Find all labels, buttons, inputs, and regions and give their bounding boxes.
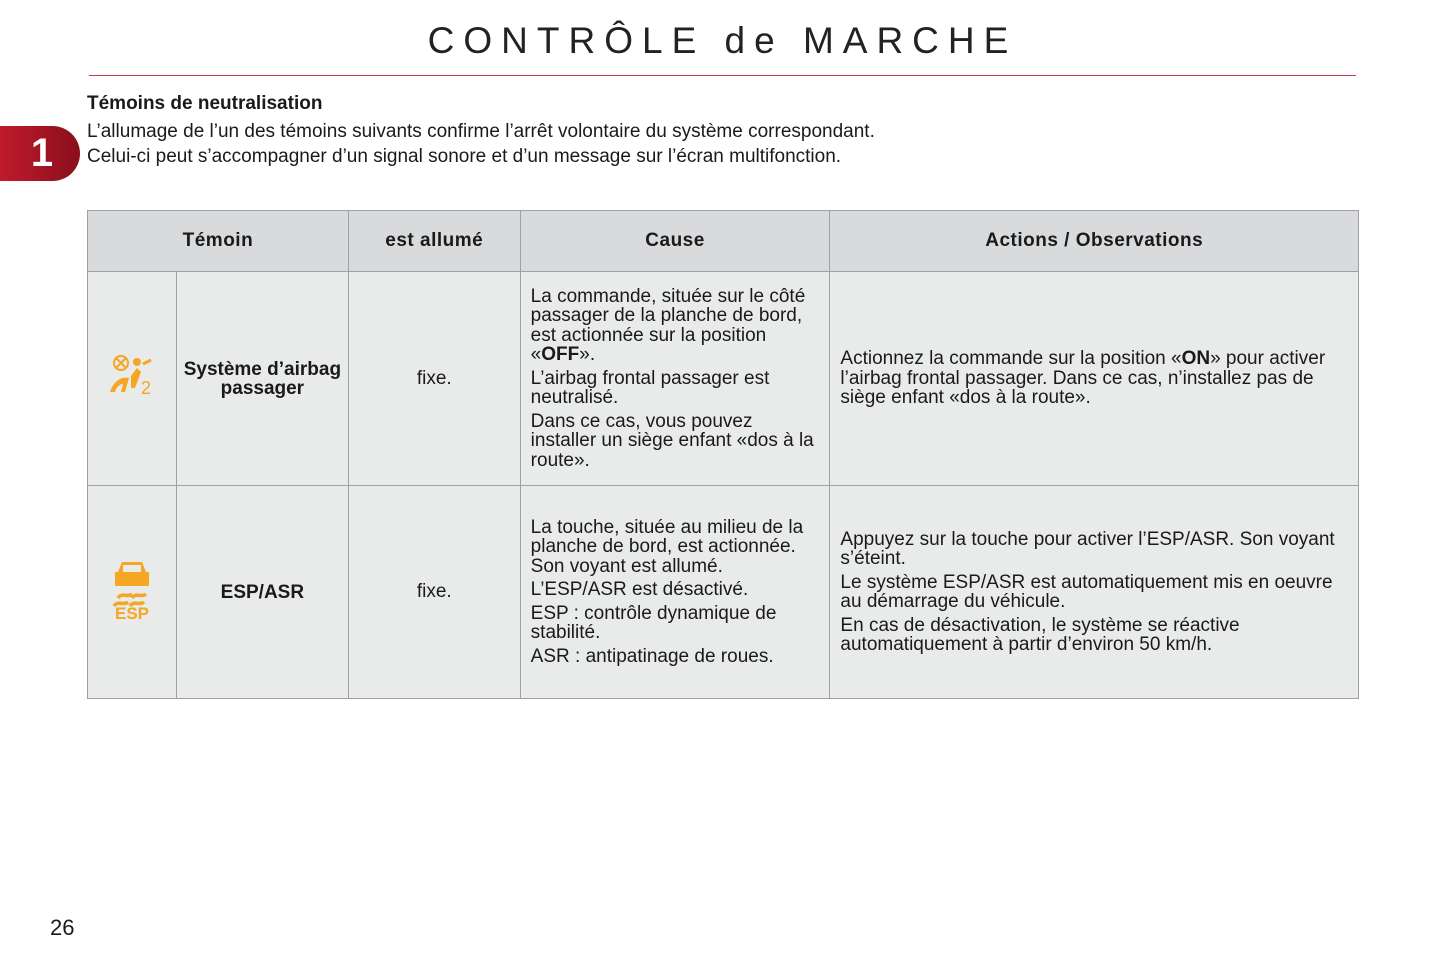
table-row — [88, 486, 1359, 699]
light-name: ESP/ASR — [176, 486, 348, 699]
light-name: Système d’airbag passager — [176, 272, 348, 486]
svg-text:ESP: ESP — [114, 604, 149, 620]
esp-icon — [88, 486, 177, 699]
intro-text — [87, 119, 875, 169]
header-actions: Actions / Observations — [830, 211, 1359, 272]
airbag-passenger-off-icon — [88, 272, 177, 486]
cause-cell: La commande, située sur le côté passager de la planche de bord, est actionnée sur la position «OFF». L’airbag frontal passager est neutralisé. Dans ce cas, vous pouvez installer un siège enfant «dos à la route». — [520, 272, 830, 486]
intro-line: L’allumage de l’un des témoins suivants confirme l’arrêt volontaire du système correspondant. — [87, 121, 875, 142]
svg-text:2: 2 — [140, 377, 151, 398]
section-title: Témoins de neutralisation — [87, 93, 323, 114]
header-temoin: Témoin — [88, 211, 349, 272]
actions-cell: Actionnez la commande sur la position «ON» pour activer l’airbag frontal passager. Dans ce cas, n’installez pas de siège enfant «dos à la route». — [830, 272, 1359, 486]
title-divider — [89, 75, 1356, 76]
light-state: fixe. — [348, 272, 520, 486]
chapter-tab: 1 — [0, 126, 80, 181]
warning-lights-table — [87, 210, 1359, 699]
header-state: est allumé — [348, 211, 520, 272]
actions-cell: Appuyez sur la touche pour activer l’ESP/ASR. Son voyant s’éteint. Le système ESP/ASR est automatiquement mis en oeuvre au démarrage du véhicule. En cas de désactivation, le système se réactive automatiquement à partir d’environ 50 km/h. — [830, 486, 1359, 699]
intro-line: Celui-ci peut s’accompagner d’un signal sonore et d’un message sur l’écran multifonction. — [87, 146, 842, 167]
header-cause: Cause — [520, 211, 830, 272]
table-row — [88, 272, 1359, 486]
page-title: CONTRÔLE de MARCHE — [427, 20, 1018, 61]
light-state: fixe. — [348, 486, 520, 699]
cause-cell: La touche, située au milieu de la planche de bord, est actionnée. Son voyant est allumé. L’ESP/ASR est désactivé. ESP : contrôle dynamique de stabilité. ASR : antipatinage de roues. — [520, 486, 830, 699]
page-number: 26 — [50, 915, 75, 940]
